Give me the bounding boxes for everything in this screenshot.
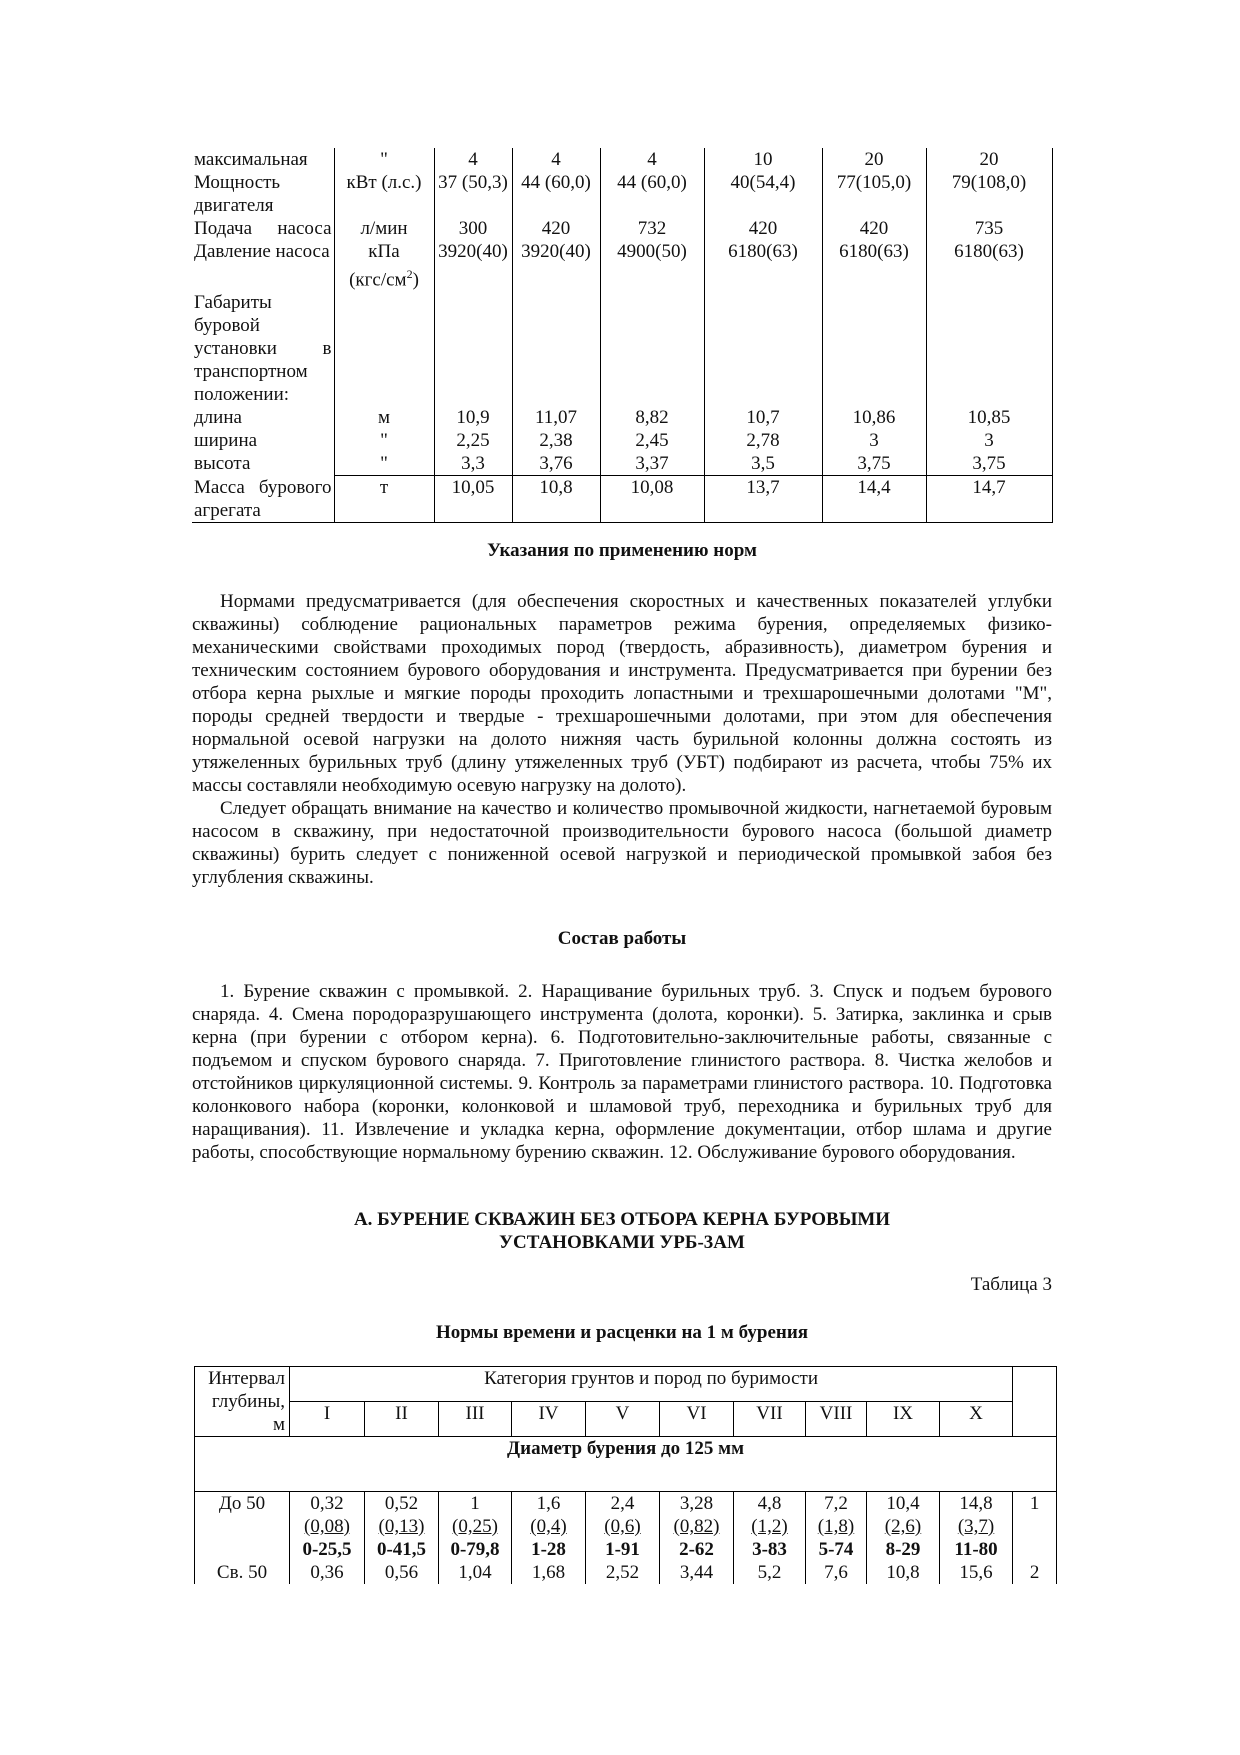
norm-time-value: 1 — [470, 1493, 480, 1514]
norm-cell — [940, 1561, 1013, 1584]
spec-value: 10,8 — [512, 476, 600, 523]
norm-cell — [290, 1492, 365, 1562]
worker-rank-value: (0,08) — [304, 1516, 350, 1537]
spec-unit-superscript: 2 — [406, 267, 413, 281]
norm-time-value: 1,68 — [531, 1562, 566, 1583]
spec-value: 420 — [512, 217, 600, 240]
worker-rank-value: (0,82) — [673, 1516, 720, 1537]
spec-value — [926, 291, 1052, 406]
spec-value: 6180(63) — [822, 240, 926, 291]
worker-rank-value: (0,6) — [604, 1516, 641, 1537]
spec-param-name: высота — [192, 452, 334, 476]
spec-value: 10,86 — [822, 406, 926, 429]
spec-value: 79(108,0) — [926, 171, 1052, 217]
spec-value: 77(105,0) — [822, 171, 926, 217]
worker-rank-value: (1,2) — [751, 1516, 788, 1537]
category-cell: VII — [734, 1402, 806, 1437]
spec-param-name: Масса бурового агрегата — [192, 476, 334, 523]
norm-time-value: 10,8 — [886, 1562, 920, 1583]
spec-value: 44 (60,0) — [600, 171, 704, 217]
spec-value: 300 — [434, 217, 512, 240]
norm-cell — [734, 1492, 806, 1562]
spec-row — [192, 406, 1052, 429]
spec-value — [704, 291, 822, 406]
norm-time-value: 7,6 — [824, 1562, 848, 1583]
spec-row — [192, 476, 1052, 523]
spec-value: 10,05 — [434, 476, 512, 523]
spec-value: 13,7 — [704, 476, 822, 523]
norm-cell — [660, 1561, 734, 1584]
spec-value: 2,25 — [434, 429, 512, 452]
spec-value: 37 (50,3) — [434, 171, 512, 217]
norm-cell — [365, 1561, 439, 1584]
spec-value: 3 — [822, 429, 926, 452]
interval-header: Интервал глубины, м — [195, 1367, 290, 1437]
norm-time-value: 7,2 — [824, 1493, 848, 1514]
spec-param-name: длина — [192, 406, 334, 429]
spec-value: 2,45 — [600, 429, 704, 452]
spec-value: 10 — [704, 148, 822, 171]
spec-unit: т — [334, 476, 434, 523]
spec-value: 11,07 — [512, 406, 600, 429]
worker-rank-value: (0,4) — [530, 1516, 567, 1537]
spec-value: 3,5 — [704, 452, 822, 476]
spec-value: 3,37 — [600, 452, 704, 476]
spec-row — [192, 291, 1052, 406]
spec-table — [192, 148, 1053, 523]
section-title-line-2: УСТАНОВКАМИ УРБ-3АМ — [499, 1232, 745, 1253]
norm-cell — [512, 1492, 586, 1562]
norm-cell — [660, 1492, 734, 1562]
table-number: Таблица 3 — [970, 1274, 1052, 1295]
price-value: 1-91 — [605, 1539, 640, 1560]
norm-time-value: 1,6 — [536, 1493, 561, 1514]
spec-value: 3920(40) — [434, 240, 512, 291]
norm-cell — [867, 1492, 940, 1562]
spec-value: 3,76 — [512, 452, 600, 476]
worker-rank-value: (1,8) — [817, 1516, 855, 1537]
norm-cell — [586, 1561, 660, 1584]
guidelines-paragraph-2: Следует обращать внимание на качество и количество промывочной жидкости, нагнетаемой буровым насосом в скважину, при недостаточной производительности бурового насоса (большой диаметр скважины) бурить следует с пониженной осевой нагрузкой и периодической промывкой забоя без углубления скважины. — [192, 798, 1052, 888]
norm-time-value: 0,32 — [310, 1493, 344, 1514]
spec-value: 735 — [926, 217, 1052, 240]
category-cell: IX — [867, 1402, 940, 1437]
spec-param-name: Мощность двигателя — [192, 171, 334, 217]
norms-data-row — [195, 1561, 1057, 1584]
spec-param-name: Подача насоса — [192, 217, 334, 240]
spec-value — [822, 291, 926, 406]
norm-time-value: 3,28 — [679, 1493, 714, 1514]
spec-row — [192, 429, 1052, 452]
spec-unit: кВт (л.с.) — [334, 171, 434, 217]
worker-rank-value: (0,25) — [452, 1516, 498, 1537]
spec-unit: м — [334, 406, 434, 429]
spec-value: 3 — [926, 429, 1052, 452]
spec-unit: " — [334, 148, 434, 171]
spec-unit — [334, 291, 434, 406]
norm-cell — [439, 1561, 512, 1584]
spec-value: 10,85 — [926, 406, 1052, 429]
spec-value: 2,38 — [512, 429, 600, 452]
norm-time-value: 14,8 — [959, 1493, 993, 1514]
diameter-caption: Диаметр бурения до 125 мм — [195, 1437, 1057, 1492]
spec-value: 4 — [512, 148, 600, 171]
section-heading-guidelines: Указания по применению норм — [487, 540, 757, 561]
spec-value: 4900(50) — [600, 240, 704, 291]
price-value: 8-29 — [885, 1539, 921, 1560]
spec-unit: " — [334, 429, 434, 452]
norm-time-value: 15,6 — [959, 1562, 993, 1583]
guidelines-text — [192, 590, 1052, 889]
spec-value: 10,7 — [704, 406, 822, 429]
spec-unit: " — [334, 452, 434, 476]
spec-value: 14,7 — [926, 476, 1052, 523]
worker-rank-value: (0,13) — [378, 1516, 425, 1537]
guidelines-paragraph-1: Нормами предусматривается (для обеспечения скоростных и качественных показателей углубки скважины) соблюдение рациональных параметров режима бурения, определяемых физико-механическими свойствами проходимых пород (твердость, абразивность), диаметром бурения и техническим состоянием бурового оборудования и инструмента. Предусматривается при бурении без отбора керна рыхлые и мягкие породы проходить лопастными и трехшарошечными долотами "М", породы средней твердости и твердые - трехшарошечными долотами, при этом для обеспечения нормальной осевой нагрузки на долото нижняя часть бурильной колонны должна состоять из утяжеленных бурильных труб (длину утяжеленных труб (УБТ) подбирают из расчета, чтобы 75% их массы составляли необходимую осевую нагрузку на долото). — [192, 591, 1052, 796]
price-value: 2-62 — [679, 1539, 714, 1560]
spec-row — [192, 240, 1052, 291]
category-cell: V — [586, 1402, 660, 1437]
spec-row — [192, 217, 1052, 240]
norm-cell — [940, 1492, 1013, 1562]
spec-value — [600, 291, 704, 406]
interval-cell: До 50 — [195, 1492, 290, 1562]
spec-value: 20 — [926, 148, 1052, 171]
work-composition-paragraph: 1. Бурение скважин с промывкой. 2. Наращивание бурильных труб. 3. Спуск и подъем бурового снаряда. 4. Смена породоразрушающего инструмента (долота, коронки). 5. Затирка, заклинка и срыв керна (при бурении с отбором керна). 6. Подготовительно-заключительные работы, связанные с подъемом и спуском бурового снаряда. 7. Приготовление глинистого раствора. 8. Чистка желобов и отстойников циркуляционной системы. 9. Контроль за параметрами глинистого раствора. 10. Подготовка колонкового набора (коронки, колонковой и шламовой труб, переходника и бурильных труб для наращивания). 11. Извлечение и укладка керна, оформление документации, отбор шлама и другие работы, способствующие нормальному бурению скважин. 12. Обслуживание бурового оборудования. — [192, 981, 1052, 1163]
norm-cell — [439, 1492, 512, 1562]
norm-cell — [586, 1492, 660, 1562]
norms-header-row — [195, 1367, 1057, 1402]
spec-value: 3,3 — [434, 452, 512, 476]
spec-param-name: Габариты буровой установки в транспортном положении: — [192, 291, 334, 406]
norm-time-value: 0,52 — [384, 1493, 419, 1514]
category-cell: III — [439, 1402, 512, 1437]
norms-data-row — [195, 1492, 1057, 1562]
category-row — [195, 1402, 1057, 1437]
spec-param-name: максимальная — [192, 148, 334, 171]
spec-unit: л/мин — [334, 217, 434, 240]
spec-value: 420 — [822, 217, 926, 240]
spec-value: 10,08 — [600, 476, 704, 523]
spec-value: 4 — [434, 148, 512, 171]
worker-rank-value: (2,6) — [884, 1516, 922, 1537]
spec-param-name: ширина — [192, 429, 334, 452]
spec-row — [192, 148, 1052, 171]
price-value: 0-25,5 — [302, 1539, 352, 1560]
spec-value: 3920(40) — [512, 240, 600, 291]
spec-value: 8,82 — [600, 406, 704, 429]
category-cell: IV — [512, 1402, 586, 1437]
diameter-row — [195, 1437, 1057, 1492]
section-heading-work-composition: Состав работы — [557, 928, 687, 949]
spec-param-name: Давление насоса — [192, 240, 334, 291]
category-cell: II — [365, 1402, 439, 1437]
norm-time-value: 0,36 — [310, 1562, 344, 1583]
price-value: 5-74 — [818, 1539, 854, 1560]
spec-value: 4 — [600, 148, 704, 171]
spec-value: 420 — [704, 217, 822, 240]
row-number: 2 — [1013, 1561, 1057, 1584]
category-cell: VI — [660, 1402, 734, 1437]
norm-cell — [867, 1561, 940, 1584]
spec-value — [434, 291, 512, 406]
price-value: 1-28 — [531, 1539, 566, 1560]
norm-cell — [290, 1561, 365, 1584]
section-title-line-1: А. БУРЕНИЕ СКВАЖИН БЕЗ ОТБОРА КЕРНА БУРОВЫМИ — [353, 1209, 891, 1230]
spec-value: 6180(63) — [926, 240, 1052, 291]
norm-time-value: 2,52 — [605, 1562, 640, 1583]
spec-value: 3,75 — [926, 452, 1052, 476]
norm-time-value: 1,04 — [458, 1562, 492, 1583]
worker-rank-value: (3,7) — [957, 1516, 995, 1537]
norm-time-value: 5,2 — [757, 1562, 782, 1583]
spec-value: 40(54,4) — [704, 171, 822, 217]
spec-value — [512, 291, 600, 406]
norm-cell — [512, 1561, 586, 1584]
norm-time-value: 10,4 — [886, 1493, 920, 1514]
norm-time-value: 4,8 — [757, 1493, 782, 1514]
category-cell: I — [290, 1402, 365, 1437]
norm-time-value: 0,56 — [384, 1562, 419, 1583]
norm-cell — [806, 1492, 867, 1562]
interval-cell: Св. 50 — [195, 1561, 290, 1584]
norm-cell — [734, 1561, 806, 1584]
spec-value: 14,4 — [822, 476, 926, 523]
norm-cell — [365, 1492, 439, 1562]
spec-value: 2,78 — [704, 429, 822, 452]
spec-value: 732 — [600, 217, 704, 240]
row-number: 1 — [1013, 1492, 1057, 1562]
spec-value: 3,75 — [822, 452, 926, 476]
spec-row — [192, 452, 1052, 476]
price-value: 0-79,8 — [450, 1539, 500, 1560]
category-header: Категория грунтов и пород по буримости — [290, 1367, 1013, 1402]
spec-value: 6180(63) — [704, 240, 822, 291]
price-value: 11-80 — [954, 1539, 998, 1560]
number-header — [1013, 1367, 1057, 1437]
spec-value: 44 (60,0) — [512, 171, 600, 217]
spec-unit: кПа $(кгс/см^2)$ — [334, 240, 434, 291]
spec-value: 10,9 — [434, 406, 512, 429]
norms-table — [194, 1366, 1057, 1584]
table-title: Нормы времени и расценки на 1 м бурения — [435, 1322, 809, 1343]
norm-time-value: 3,44 — [679, 1562, 714, 1583]
work-composition-text — [192, 980, 1052, 1164]
category-cell: X — [940, 1402, 1013, 1437]
spec-value: 20 — [822, 148, 926, 171]
spec-row — [192, 171, 1052, 217]
norm-cell — [806, 1561, 867, 1584]
norm-time-value: 2,4 — [610, 1493, 635, 1514]
price-value: 3-83 — [752, 1539, 787, 1560]
category-cell: VIII — [806, 1402, 867, 1437]
price-value: 0-41,5 — [376, 1539, 427, 1560]
